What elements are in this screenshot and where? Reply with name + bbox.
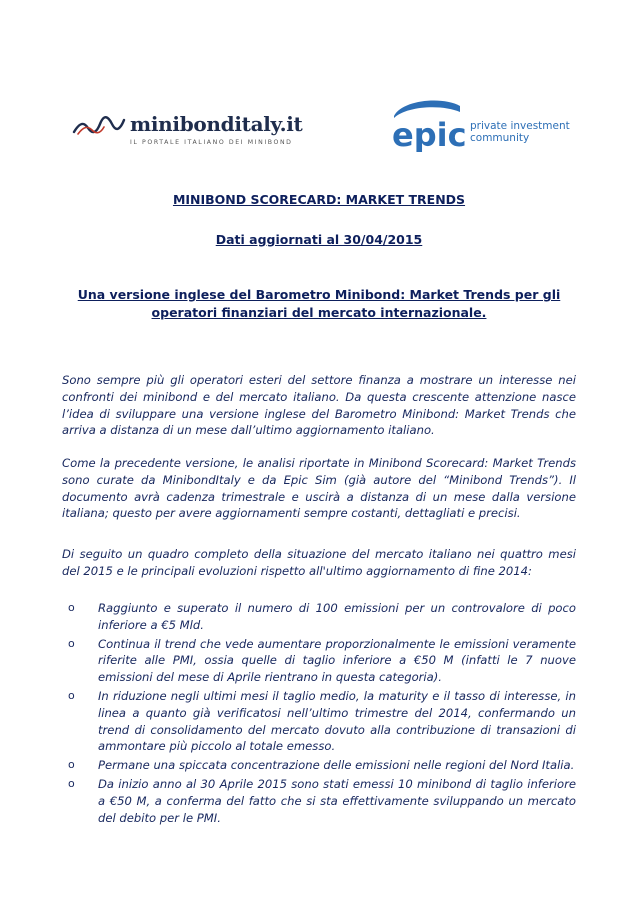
list-item [62, 757, 576, 774]
epic-logo [388, 96, 588, 152]
bullet-marker: o [68, 636, 75, 650]
highlights-list [62, 600, 576, 828]
minibonditaly-logo [72, 108, 303, 152]
epic-tagline-line-2: community [470, 132, 530, 144]
paragraph-intro: Sono sempre più gli operatori esteri del settore finanza a mostrare un interesse nei confronti dei minibond e del mercato italiano. Da questa crescente attenzione nasce l’idea di sviluppare una versione inglese del Barometro Minibond: Market Trends che arriva a distanza di un mese dall’ultimo aggiornamento italiano. [62, 373, 576, 438]
document-date: Dati aggiornati al 30/04/2015 [215, 232, 423, 247]
list-item-text: Raggiunto e superato il numero di 100 emissioni per un controvalore di poco inferiore a €5 Mld. [98, 601, 576, 632]
document-title: MINIBOND SCORECARD: MARKET TRENDS [172, 192, 466, 207]
wordmark-part-a: minibond [130, 112, 235, 136]
list-item-text: Da inizio anno al 30 Aprile 2015 sono stati emessi 10 minibond di taglio inferiore a €50 M, a conferma del fatto che si sta effettivamente sviluppando un mercato del debito per le PMI. [98, 776, 576, 825]
paragraph-overview: Di seguito un quadro completo della situazione del mercato italiano nei quattro mesi del 2015 e le principali evoluzioni rispetto all'ultimo aggiornamento di fine 2014: [62, 547, 576, 578]
wordmark-part-b: italy.it [234, 112, 303, 136]
list-item [62, 776, 576, 826]
epic-tagline [470, 120, 570, 144]
minibonditaly-wordmark [130, 112, 302, 136]
list-item-text: Continua il trend che vede aumentare proporzionalmente le emissioni veramente riferite alle PMI, ossia quelle di taglio inferiore a €50 M (infatti le 7 nuove emissioni del mese di Aprile rientrano in questa categoria). [98, 636, 576, 685]
list-item [62, 688, 576, 755]
bullet-marker: o [68, 688, 75, 702]
minibonditaly-tagline: IL PORTALE ITALIANO DEI MINIBOND [130, 139, 293, 146]
list-item-text: In riduzione negli ultimi mesi il taglio medio, la maturity e il tasso di interesse, in linea a quanto già verificatosi nell’ultimo trimestre del 2014, confermando un trend di consolidamento del mercato dovuto alla contribuzione di transazioni di ammontare più piccolo al totale emesso. [98, 688, 576, 754]
document-subtitle: Una versione inglese del Barometro Minibond: Market Trends per gli operatori finanziari del mercato internazionale. [77, 287, 561, 320]
logo-bar [0, 96, 638, 156]
paragraph-authors: Come la precedente versione, le analisi riportate in Minibond Scorecard: Market Trends sono curate da MinibondItaly e da Epic Sim (già autore del “Minibond Trends”). Il documento avrà cadenza trimestrale e uscirà a distanza di un mese dalla versione italiana; questo per avere aggiornamenti sempre costanti, dettagliati e precisi. [62, 456, 576, 521]
list-item-text: Permane una spiccata concentrazione delle emissioni nelle regioni del Nord Italia. [98, 758, 575, 773]
wave-icon [72, 114, 126, 136]
epic-mark-text: epic [392, 116, 467, 152]
epic-mark-icon [388, 96, 470, 152]
epic-tagline-line-1: private investment [470, 120, 570, 132]
bullet-marker: o [68, 758, 75, 772]
bullet-marker: o [68, 601, 75, 614]
list-item [62, 600, 576, 634]
list-item [62, 636, 576, 686]
bullet-marker: o [68, 776, 75, 790]
